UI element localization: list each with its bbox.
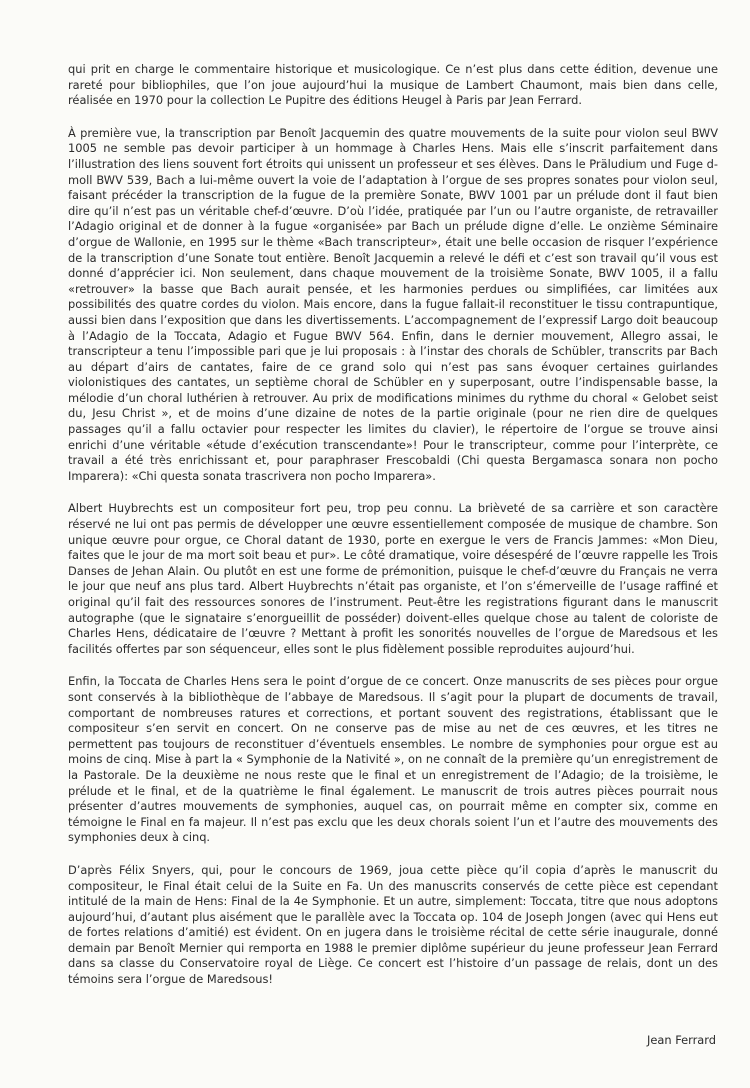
paragraph-4: Enfin, la Toccata de Charles Hens sera le point d’orgue de ce concert. Onze manuscrits de ses pièces pour orgue sont conservés à la bibliothèque de l’abbaye de Maredsous. Il s’agit pour la plupart de documents de travail, comportant de nombreuses ratures et corrections, et portant souvent des registrations, établissant que le compositeur s’en servit en concert. On ne conserve pas de mise au net de ces œuvres, et les titres ne permettent pas toujours de reconstituer d’éventuels ensembles. Le nombre de symphonies pour orgue est au moins de cinq. Mise à part la « Symphonie de la Nativité », on ne connaît de la première qu’un enregistrement de la Pastorale. De la deuxième ne nous reste que le final et un enregistrement de l’Adagio; de la troisième, le prélude et le final, et de la quatrième le final également. Le manuscrit de trois autres pièces pourrait nous présenter d’autres mouvements de symphonies, auquel cas, on pourrait même en compter six, comme en témoigne le Final en fa majeur. Il n’est pas exclu que les deux chorals soient l’un et l’autre des mouvements des symphonies deux à cinq.	[68, 674, 718, 845]
author-signature: Jean Ferrard	[647, 1033, 716, 1047]
paragraph-5: D’après Félix Snyers, qui, pour le concours de 1969, joua cette pièce qu’il copia d’après le manuscrit du compositeur, le Final était celui de la Suite en Fa. Un des manuscrits conservés de cette pièce est cependant intitulé de la main de Hens: Final de la 4e Symphonie. Et un autre, simplement: Toccata, titre que nous adoptons aujourd’hui, d’autant plus aisément que le parallèle avec la Toccata op. 104 de Joseph Jongen (avec qui Hens eut de fortes relations d’amitié) est évident. On en jugera dans le troisième récital de cette série inaugurale, donné demain par Benoît Mernier qui remporta en 1988 le premier diplôme supérieur du jeune professeur Jean Ferrard dans sa classe du Conservatoire royal de Liège. Ce concert est l’histoire d’un passage de relais, dont un des témoins sera l’orgue de Maredsous!	[68, 862, 718, 987]
paragraph-2: À première vue, la transcription par Benoît Jacquemin des quatre mouvements de la suite pour violon seul BWV 1005 ne semble pas devoir participer à un hommage à Charles Hens. Mais elle s’inscrit parfaitement dans l’illustration des liens souvent fort étroits qui unissent un professeur et ses élèves. Dans le Präludium und Fuge d-moll BWV 539, Bach a lui-même ouvert la voie de l’adaptation à l’orgue de ses propres sonates pour violon seul, faisant précéder la transcription de la fugue de la première Sonate, BWV 1001 par un prélude dont il faut bien dire qu’il n’est pas un véritable chef-d’œuvre. D’où l’idée, pratiquée par l’un ou l’autre organiste, de retravailler l’Adagio original et de donner à la fugue «organisée» par Bach un prélude digne d’elle. Le onzième Séminaire d’orgue de Wallonie, en 1995 sur le thème «Bach transcripteur», était une belle occasion de risquer l’expérience de la transcription d’une Sonate tout entière. Benoît Jacquemin a relevé le défi et c’est son travail qu’il vous est donné d’apprécier ici. Non seulement, dans chaque mouvement de la troisième Sonate, BWV 1005, il a fallu «retrouver» la basse que Bach aurait pensée, et les harmonies perdues ou simplifiées, car limitées aux possibilités des quatre cordes du violon. Mais encore, dans la fugue fallait-il reconstituer le tissu contrapuntique, aussi bien dans l’exposition que dans les divertissements. L’accompagnement de l’expressif Largo doit beaucoup à l’Adagio de la Toccata, Adagio et Fugue BWV 564. Enfin, dans le dernier mouvement, Allegro assai, le transcripteur a tenu l’impossible pari que je lui proposais : à l’instar des chorals de Schübler, transcrits par Bach au départ d’airs de cantates, faire de ce grand solo qui n’est pas sans évoquer certaines guirlandes violonistiques des cantates, un septième choral de Schübler en y superposant, outre l’indispensable basse, la mélodie d’un choral luthérien à retrouver. Au prix de modifications minimes du rythme du choral « Gelobet seist du, Jesu Christ », et de moins d’une dizaine de notes de la partie originale (pour ne rien dire de quelques passages qu’il a fallu octavier pour respecter les limites du clavier), le répertoire de l’orgue se trouve ainsi enrichi d’une véritable «étude d’exécution transcendante»! Pour le transcripteur, comme pour l’interprète, ce travail a été très enrichissant et, pour paraphraser Frescobaldi (Chi questa Bergamasca sonara non pocho Imparera): «Chi questa sonata trascrivera non pocho Imparera».	[68, 125, 718, 483]
paragraph-3: Albert Huybrechts est un compositeur fort peu, trop peu connu. La brièveté de sa carrière et son caractère réservé ne lui ont pas permis de développer une œuvre essentiellement composée de musique de chambre. Son unique œuvre pour orgue, ce Choral datant de 1930, porte en exergue le vers de Francis Jammes: «Mon Dieu, faites que le jour de ma mort soit beau et pur». Le côté dramatique, voire désespéré de l’œuvre rappelle les Trois Danses de Jehan Alain. Ou plutôt en est une forme de prémonition, puisque le chef-d’œuvre du Français ne verra le jour que neuf ans plus tard. Albert Huybrechts n’était pas organiste, et l’on s’émerveille de l’usage raffiné et original qu’il fait des ressources sonores de l’instrument. Peut-être les registrations figurant dans le manuscrit autographe (que le signataire s’enorgueillit de posséder) doivent-elles quelque chose au talent de coloriste de Charles Hens, dédicataire de l’œuvre ? Mettant à profit les sonorités nouvelles de l’orgue de Maredsous et les facilités offertes par son séquenceur, elles sont le plus fidèlement possible reproduites aujourd’hui.	[68, 501, 718, 656]
paragraph-1: qui prit en charge le commentaire historique et musicologique. Ce n’est plus dans cette édition, devenue une rareté pour bibliophiles, que l’on joue aujourd’hui la musique de Lambert Chaumont, mais bien dans celle, réalisée en 1970 pour la collection Le Pupitre des éditions Heugel à Paris par Jean Ferrard.	[68, 62, 718, 108]
